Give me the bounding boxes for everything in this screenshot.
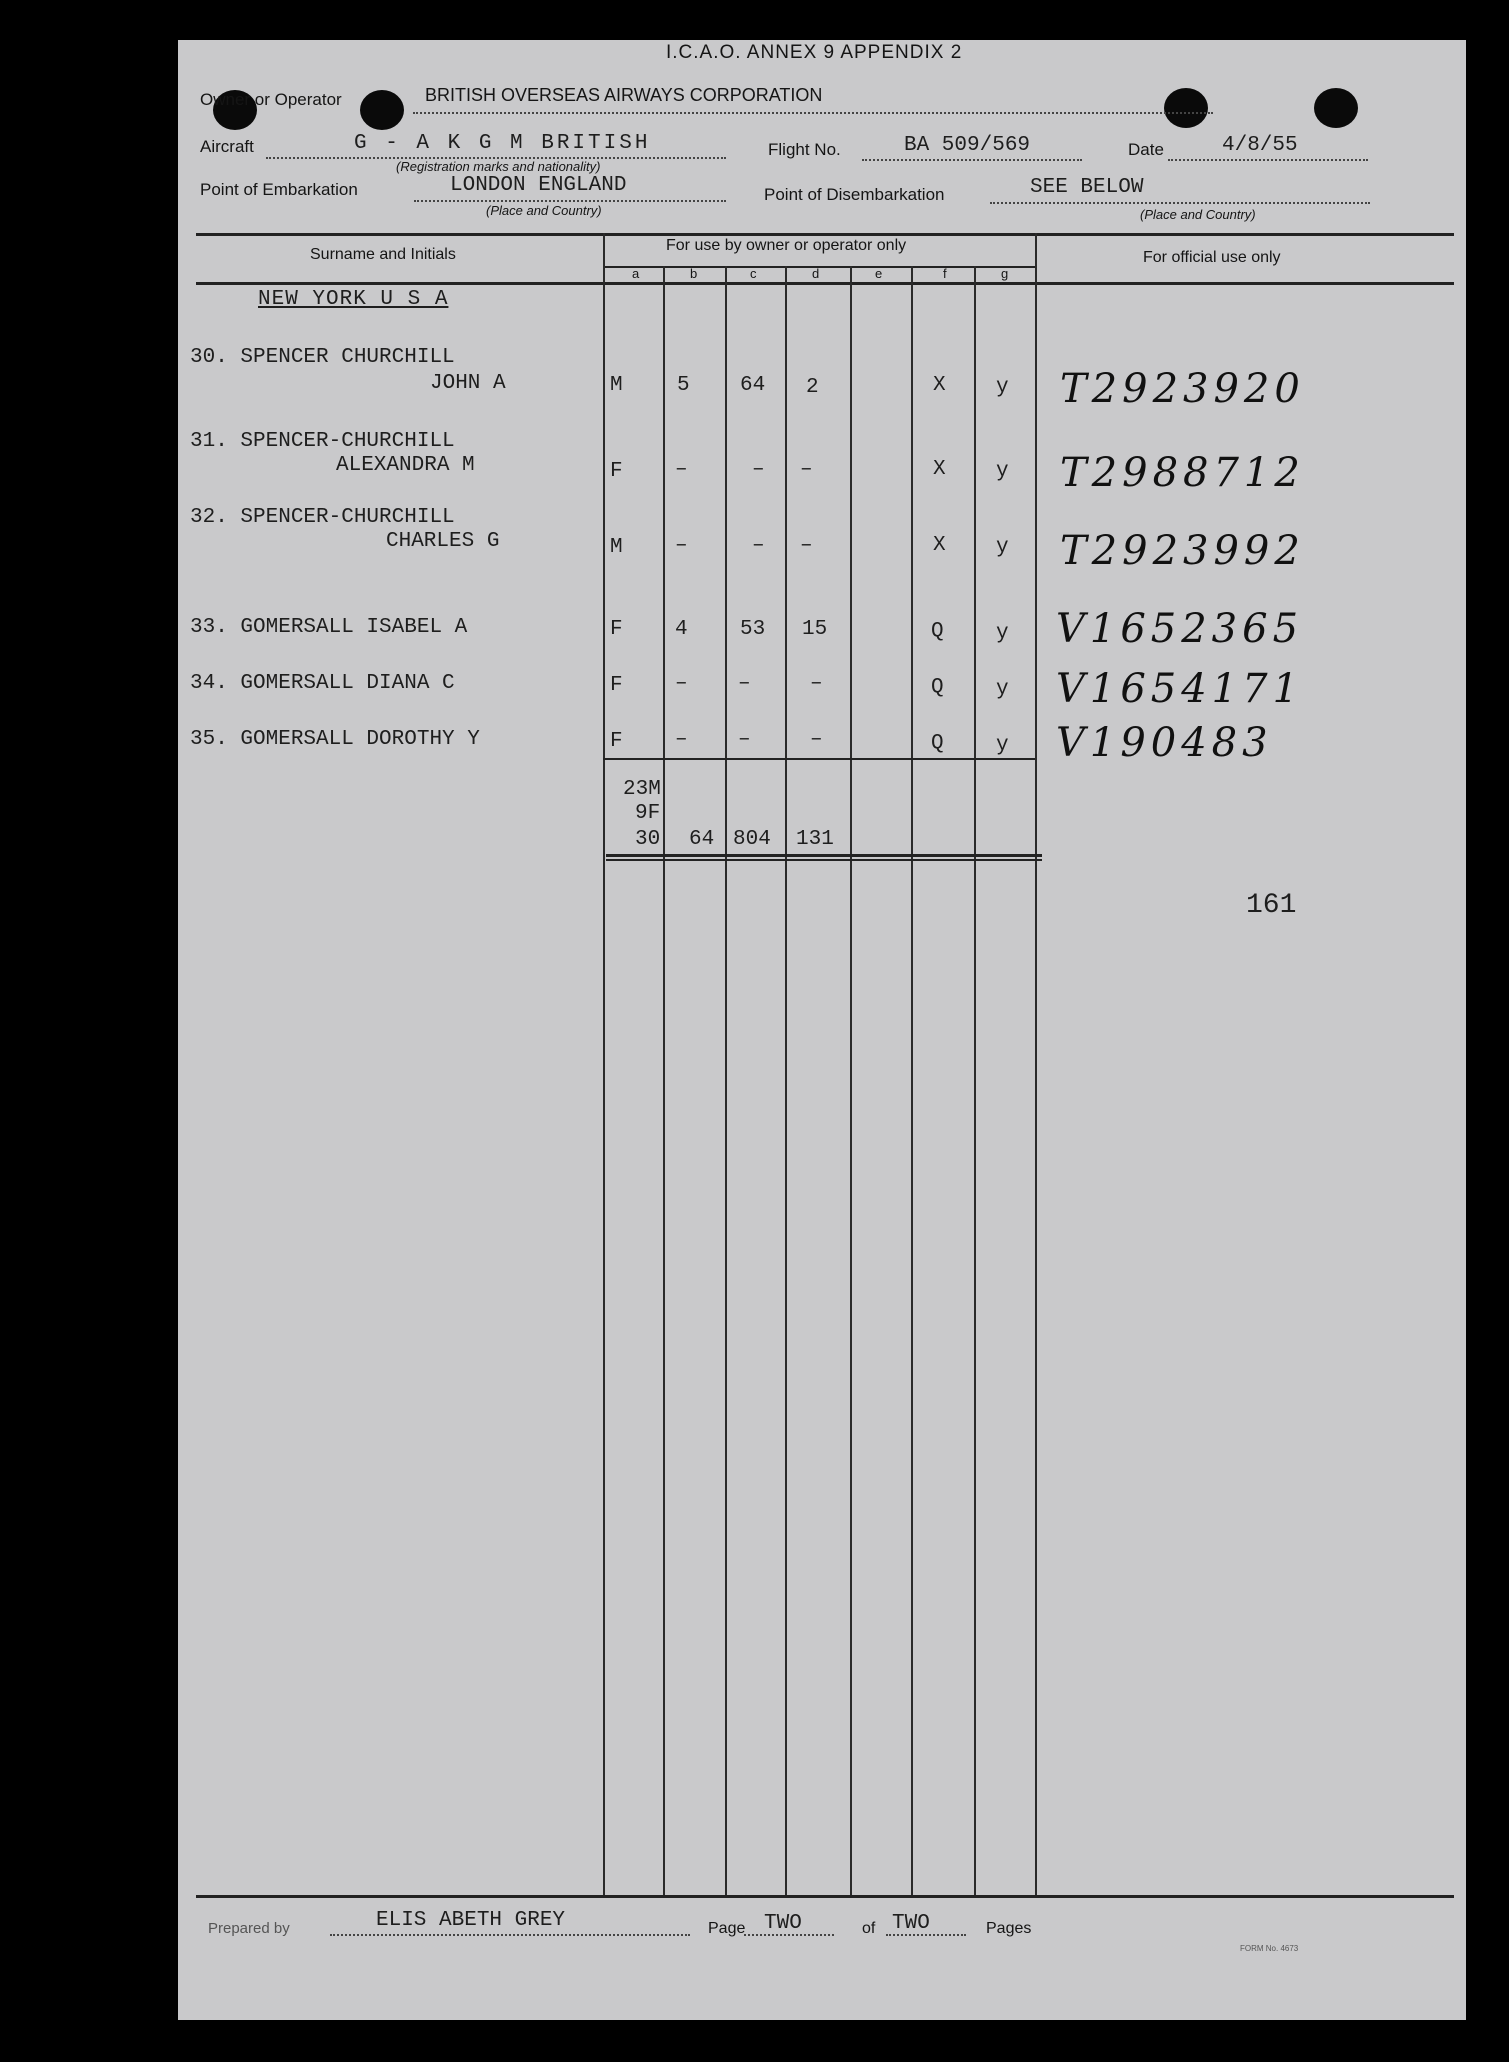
passenger-34-f: Q xyxy=(931,676,944,699)
passenger-32-official-number: T2923992 xyxy=(1060,528,1305,574)
passenger-32-c: – xyxy=(752,534,765,557)
passenger-30-official-number: T2923920 xyxy=(1060,366,1305,412)
passenger-30-f: X xyxy=(933,374,946,397)
passenger-34-b: – xyxy=(675,672,688,695)
passenger-33-f: Q xyxy=(931,620,944,643)
total-a: 30 xyxy=(635,828,661,851)
total-female: 9F xyxy=(635,802,661,825)
passenger-31-initials: ALEXANDRA M xyxy=(336,454,475,477)
prepared-by-label: Prepared by xyxy=(208,1920,290,1937)
passenger-31-g: y xyxy=(996,460,1009,483)
disembarkation-label: Point of Disembarkation xyxy=(764,185,945,204)
passenger-35-name: 35. GOMERSALL DOROTHY Y xyxy=(190,728,480,751)
of-label: of xyxy=(862,1920,876,1937)
passenger-30-sex: M xyxy=(610,374,623,397)
passenger-33-sex: F xyxy=(610,618,623,641)
passenger-31-surname: 31. SPENCER-CHURCHILL xyxy=(190,430,455,453)
punch-hole xyxy=(1314,88,1358,128)
col-letter-d: d xyxy=(812,266,820,281)
surname-header: Surname and Initials xyxy=(310,246,456,263)
col-letter-g: g xyxy=(1001,266,1009,281)
passenger-31-c: – xyxy=(752,458,765,481)
passenger-31-f: X xyxy=(933,458,946,481)
manifest-sheet xyxy=(178,40,1466,2020)
punch-hole xyxy=(360,90,404,130)
passenger-32-surname: 32. SPENCER-CHURCHILL xyxy=(190,506,455,529)
col-letter-b: b xyxy=(690,266,698,281)
passenger-30-surname: 30. SPENCER CHURCHILL xyxy=(190,346,455,369)
passenger-34-official-number: V1654171 xyxy=(1056,666,1304,712)
passenger-32-sex: M xyxy=(610,536,623,559)
col-letter-c: c xyxy=(750,266,757,281)
passenger-34-c: – xyxy=(738,672,751,695)
passenger-34-sex: F xyxy=(610,674,623,697)
date-label: Date xyxy=(1128,140,1164,159)
total-d: 131 xyxy=(796,828,834,851)
passenger-31-d: – xyxy=(800,458,813,481)
passenger-31-sex: F xyxy=(610,460,623,483)
passenger-30-initials: JOHN A xyxy=(430,372,506,395)
date-value: 4/8/55 xyxy=(1222,134,1298,157)
pages-label: Pages xyxy=(986,1920,1032,1937)
form-number: FORM No. 4673 xyxy=(1240,1944,1299,1953)
passenger-31-b: – xyxy=(675,458,688,481)
total-c: 804 xyxy=(733,828,771,851)
passenger-35-d: – xyxy=(810,728,823,751)
owner-use-header: For use by owner or operator only xyxy=(666,237,907,254)
form-reference: I.C.A.O. ANNEX 9 APPENDIX 2 xyxy=(666,42,963,63)
passenger-31-official-number: T2988712 xyxy=(1060,450,1305,496)
passenger-35-f: Q xyxy=(931,732,944,755)
passenger-32-initials: CHARLES G xyxy=(386,530,500,553)
official-use-header: For official use only xyxy=(1143,249,1281,266)
passenger-33-official-number: V1652365 xyxy=(1056,606,1304,652)
col-letter-e: e xyxy=(875,266,883,281)
total-pages-value: TWO xyxy=(892,1912,930,1935)
page-label: Page xyxy=(708,1920,746,1937)
passenger-33-c: 53 xyxy=(740,618,766,641)
flight-no-value: BA 509/569 xyxy=(904,134,1031,157)
passenger-35-b: – xyxy=(675,728,688,751)
embarkation-value: LONDON ENGLAND xyxy=(450,174,627,197)
flight-no-label: Flight No. xyxy=(768,140,841,159)
col-letter-a: a xyxy=(632,266,640,281)
owner-operator-label: Owner or Operator xyxy=(200,90,342,109)
aircraft-label: Aircraft xyxy=(200,137,254,156)
destination-heading: NEW YORK U S A xyxy=(258,288,449,311)
passenger-33-name: 33. GOMERSALL ISABEL A xyxy=(190,616,468,639)
passenger-35-c: – xyxy=(738,728,751,751)
passenger-33-g: y xyxy=(996,622,1009,645)
passenger-30-c: 64 xyxy=(740,374,766,397)
aircraft-value: G - A K G M BRITISH xyxy=(354,132,651,155)
passenger-35-official-number: V190483 xyxy=(1056,720,1273,766)
col-letter-f: f xyxy=(943,266,947,281)
passenger-33-b: 4 xyxy=(675,618,688,641)
passenger-30-d: 2 xyxy=(806,376,819,399)
prepared-by-value: ELIS ABETH GREY xyxy=(376,1909,566,1932)
passenger-30-b: 5 xyxy=(677,374,690,397)
registration-note: (Registration marks and nationality) xyxy=(396,159,601,174)
passenger-35-sex: F xyxy=(610,730,623,753)
total-male: 23M xyxy=(623,778,661,801)
owner-operator-value: BRITISH OVERSEAS AIRWAYS CORPORATION xyxy=(425,85,823,105)
passenger-34-name: 34. GOMERSALL DIANA C xyxy=(190,672,455,695)
disembarkation-place-note: (Place and Country) xyxy=(1140,207,1256,222)
passenger-33-d: 15 xyxy=(802,618,828,641)
passenger-30-g: y xyxy=(996,376,1009,399)
disembarkation-value: SEE BELOW xyxy=(1030,176,1144,199)
passenger-34-g: y xyxy=(996,678,1009,701)
page-value: TWO xyxy=(764,1912,802,1935)
passenger-32-f: X xyxy=(933,534,946,557)
passenger-32-b: – xyxy=(675,534,688,557)
embarkation-place-note: (Place and Country) xyxy=(486,203,602,218)
total-b: 64 xyxy=(689,828,715,851)
passenger-32-g: y xyxy=(996,536,1009,559)
passenger-34-d: – xyxy=(810,672,823,695)
embarkation-label: Point of Embarkation xyxy=(200,180,358,199)
page-number-stamp: 161 xyxy=(1246,890,1297,921)
passenger-35-g: y xyxy=(996,734,1009,757)
punch-hole xyxy=(1164,88,1208,128)
passenger-32-d: – xyxy=(800,534,813,557)
